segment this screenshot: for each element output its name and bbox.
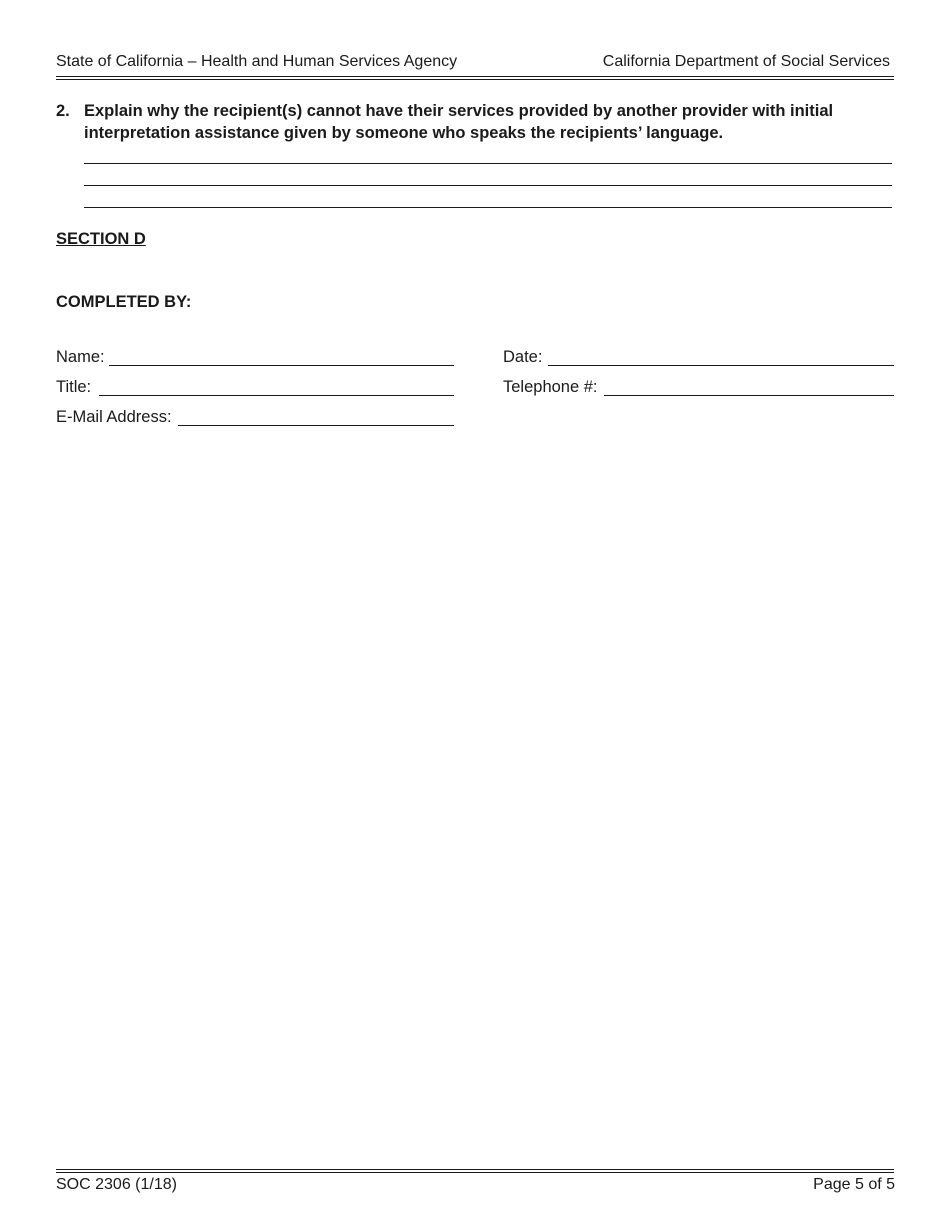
date-label: Date:	[503, 348, 543, 366]
title-field	[56, 377, 454, 397]
name-field	[56, 347, 454, 367]
header-department: California Department of Social Services	[602, 53, 890, 70]
name-label: Name:	[56, 348, 105, 366]
title-input-line[interactable]	[99, 377, 454, 396]
header-agency: State of California – Health and Human Services Agency	[56, 53, 458, 70]
question-text: Explain why the recipient(s) cannot have their services provided by another provider with initial interpretation assistance given by someone who speaks the recipients’ language.	[84, 102, 834, 142]
email-label: E-Mail Address:	[56, 408, 172, 426]
email-input-line[interactable]	[178, 407, 454, 426]
header-rule-top	[56, 76, 894, 77]
telephone-label: Telephone #:	[503, 378, 598, 396]
answer-line-3[interactable]	[84, 207, 892, 208]
question-number: 2.	[56, 102, 70, 120]
title-label: Title:	[56, 378, 92, 396]
section-title: SECTION D	[56, 230, 146, 248]
footer-rule-top	[56, 1169, 894, 1170]
email-field	[56, 407, 454, 427]
telephone-input-line[interactable]	[604, 377, 895, 396]
answer-line-1[interactable]	[84, 163, 892, 164]
answer-line-2[interactable]	[84, 185, 892, 186]
date-input-line[interactable]	[548, 347, 894, 366]
footer-form-id: SOC 2306 (1/18)	[56, 1176, 177, 1193]
telephone-field	[503, 377, 894, 397]
footer-page-number: Page 5 of 5	[813, 1176, 895, 1193]
name-input-line[interactable]	[109, 347, 454, 366]
date-field	[503, 347, 894, 367]
header-rule-bottom	[56, 79, 894, 80]
footer-rule-bottom	[56, 1172, 894, 1173]
completed-by-heading: COMPLETED BY:	[56, 293, 192, 311]
